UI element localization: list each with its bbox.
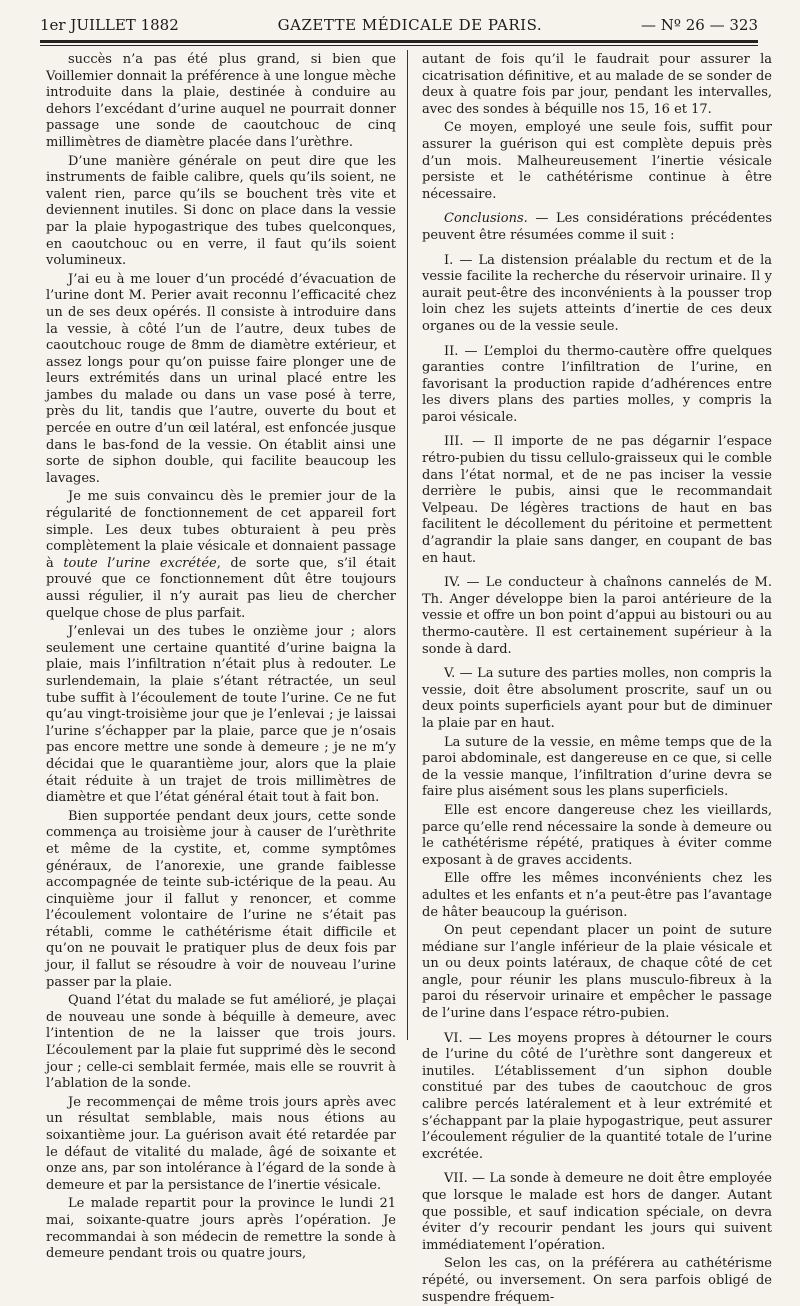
paragraph: I. — La distension préalable du rectum et de la vessie facilite la recherche du réservoir urinaire. Il y aurait peut-être des inconvénients à la pousser trop loin chez les sujets atteints d’inertie de ces deux organes ou de la vessie seule. <box>422 252 772 334</box>
paragraph: J’ai eu à me louer d’un procédé d’évacuation de l’urine dont M. Perier avait reconnu l’efficacité chez un de ses deux opérés. Il consiste à introduire dans la vessie, à côté l’un de l’autre, deux tubes de caoutchouc rouge de 8mm de diamètre extérieur, et assez longs pour qu’on puisse faire plonger une de leurs extrémités dans un urinal placé entre les jambes du malade ou dans un vase posé à terre, près du lit, tandis que l’autre, ouverte du bout et percée en outre d’un œil latéral, est enfoncée jusque dans le bas-fond de la vessie. On établit ainsi une sorte de siphon double, qui facilite beaucoup les lavages. <box>46 271 396 486</box>
paragraph: IV. — Le conducteur à chaînons cannelés de M. Th. Anger développe bien la paroi antérieure de la vessie et offre un bon point d’appui au bistouri ou au thermo-cautère. Il est certainement supérieur à la sonde à dard. <box>422 575 772 657</box>
right-column <box>422 52 772 1305</box>
paragraph-text: — Les considérations précédentes peuvent être résumées comme il suit : <box>422 211 772 243</box>
paragraph-text: Je me suis convaincu dès le premier jour de la régularité de fonctionnement de cet appareil fort simple. Les deux tubes obturaient à peu près complètement la plaie vésicale et donnaient passage à <box>46 489 396 571</box>
journal-title: GAZETTE MÉDICALE DE PARIS. <box>277 16 543 34</box>
paragraph <box>422 211 772 244</box>
header-rule-thick <box>40 40 758 43</box>
page-header <box>40 16 758 36</box>
paragraph: VII. — La sonde à demeure ne doit être employée que lorsque le malade est hors de danger. Autant que possible, et sauf indication spéciale, on devra éviter d’y recourir pendant les jours qui suivent immédiatement l’opération. <box>422 1171 772 1253</box>
header-date: 1er JUILLET 1882 <box>40 16 179 34</box>
paragraph: II. — L’emploi du thermo-cautère offre quelques garanties contre l’infiltration de l’urine, en favorisant la production rapide d’adhérences entre les divers plans des parties molles, y compris la paroi vésicale. <box>422 343 772 425</box>
column-divider <box>407 50 408 1040</box>
paragraph: J’enlevai un des tubes le onzième jour ; alors seulement une certaine quantité d’urine baigna la plaie, mais l’infiltration n’était plus à redouter. Le surlendemain, la plaie s’étant rétractée, un seul tube suffit à l’écoulement de toute l’urine. Ce ne fut qu’au vingt-troisième jour que je l’enlevai ; je laissai l’urine s’échapper par la plaie, parce que je n’osais pas encore mettre une sonde à demeure ; je ne m’y décidai que le quarantième jour, alors que la plaie était réduite à un trajet de trois millimètres de diamètre et que l’état général était tout à fait bon. <box>46 624 396 806</box>
paragraph: Elle est encore dangereuse chez les vieillards, parce qu’elle rend nécessaire la sonde à demeure ou le cathétérisme répété, pratiques à éviter comme exposant à de graves accidents. <box>422 802 772 868</box>
paragraph: D’une manière générale on peut dire que les instruments de faible calibre, quels qu’ils soient, ne valent rien, parce qu’ils se bouchent très vite et deviennent inutiles. Si donc on place dans la vessie par la plaie hypogastrique des tubes quelconques, en caoutchouc ou en verre, il faut qu’ils soient volumineux. <box>46 153 396 269</box>
paragraph: Le malade repartit pour la province le lundi 21 mai, soixante-quatre jours après l’opération. Je recommandai à son médecin de remettre la sonde à demeure pendant trois ou quatre jours, <box>46 1196 396 1262</box>
issue-page-number: — Nº 26 — 323 <box>641 16 758 34</box>
paragraph: La suture de la vessie, en même temps que de la paroi abdominale, est dangereuse en ce que, si celle de la vessie manque, l’infiltration d’urine devra se faire plus aisément sous les plans superficiels. <box>422 734 772 800</box>
paragraph: III. — Il importe de ne pas dégarnir l’espace rétro-pubien du tissu cellulo-graisseux qui le comble dans l’état normal, et de ne pas inciser la vessie derrière le pubis, ainsi que le recommandait Velpeau. De légères tractions de haut en bas facilitent le décollement du péritoine et permettent d’agrandir la plaie sans danger, en coupant de bas en haut. <box>422 434 772 566</box>
paragraph-text: , de sorte que, s’il était prouvé que ce fonctionnement dût être toujours aussi régulier, il n’y aurait pas lieu de chercher quelque chose de plus parfait. <box>46 555 396 621</box>
paragraph: autant de fois qu’il le faudrait pour assurer la cicatrisation définitive, et au malade de se sonder de deux à quatre fois par jour, pendant les intervalles, avec des sondes à béquille nos 15, 16 et 17. <box>422 52 772 117</box>
italic-text: toute l’urine excrétée <box>63 555 217 571</box>
paragraph: Bien supportée pendant deux jours, cette sonde commença au troisième jour à causer de l’urèthrite et même de la cystite, et, comme symptômes généraux, de l’anorexie, une grande faiblesse accompagnée de teinte sub-ictérique de la peau. Au cinquième jour il fallut y renoncer, et comme l’écoulement volontaire de l’urine ne s’était pas rétabli, comme le cathétérisme était difficile et qu’on ne pouvait le pratiquer plus de deux fois par jour, il fallut se résoudre à voir de nouveau l’urine passer par la plaie. <box>46 808 396 990</box>
left-column <box>46 52 396 1262</box>
paragraph: Elle offre les mêmes inconvénients chez les adultes et les enfants et n’a peut-être pas l’avantage de hâter beaucoup la guérison. <box>422 871 772 920</box>
header-rule-thin <box>40 45 758 46</box>
italic-text: Conclusions. <box>444 211 528 227</box>
paragraph <box>46 489 396 622</box>
paragraph: Selon les cas, on la préférera au cathétérisme répété, ou inversement. On sera parfois obligé de suspendre fréquem- <box>422 1256 772 1305</box>
paragraph: succès n’a pas été plus grand, si bien que Voillemier donnait la préférence à une longue mèche introduite dans la plaie, destinée à conduire au dehors l’excédant d’urine auquel ne pourrait donner passage une sonde de caoutchouc de cinq millimètres de diamètre placée dans l’urèthre. <box>46 52 396 150</box>
paragraph: V. — La suture des parties molles, non compris la vessie, doit être absolument proscrite, sauf un ou deux points superficiels ayant pour but de diminuer la plaie par en haut. <box>422 666 772 731</box>
paragraph: VI. — Les moyens propres à détourner le cours de l’urine du côté de l’urèthre sont dangereux et inutiles. L’établissement d’un siphon double constitué par des tubes de caoutchouc de gros calibre percés latéralement et à leur extrémité et s’échappant par la plaie hypogastrique, peut assurer l’écoulement régulier de la quantité totale de l’urine excrétée. <box>422 1030 772 1162</box>
paragraph: Ce moyen, employé une seule fois, suffit pour assurer la guérison qui est complète depuis près d’un mois. Malheureusement l’inertie vésicale persiste et le cathétérisme continue à être nécessaire. <box>422 120 772 202</box>
paragraph: On peut cependant placer un point de suture médiane sur l’angle inférieur de la plaie vésicale et un ou deux points latéraux, de chaque côté de cet angle, pour réunir les plans musculo-fibreux à la paroi du réservoir urinaire et empêcher le passage de l’urine dans l’espace rétro-pubien. <box>422 923 772 1022</box>
paragraph: Quand l’état du malade se fut amélioré, je plaçai de nouveau une sonde à béquille à demeure, avec l’intention de ne la laisser que trois jours. L’écoulement par la plaie fut supprimé dès le second jour ; celle-ci semblait fermée, mais elle se rouvrit à l’ablation de la sonde. <box>46 993 396 1092</box>
paragraph: Je recommençai de même trois jours après avec un résultat semblable, mais nous étions au soixantième jour. La guérison avait été retardée par le défaut de vitalité du malade, âgé de soixante et onze ans, par son intolérance à l’égard de la sonde à demeure et par la persistance de l’inertie vésicale. <box>46 1094 396 1193</box>
